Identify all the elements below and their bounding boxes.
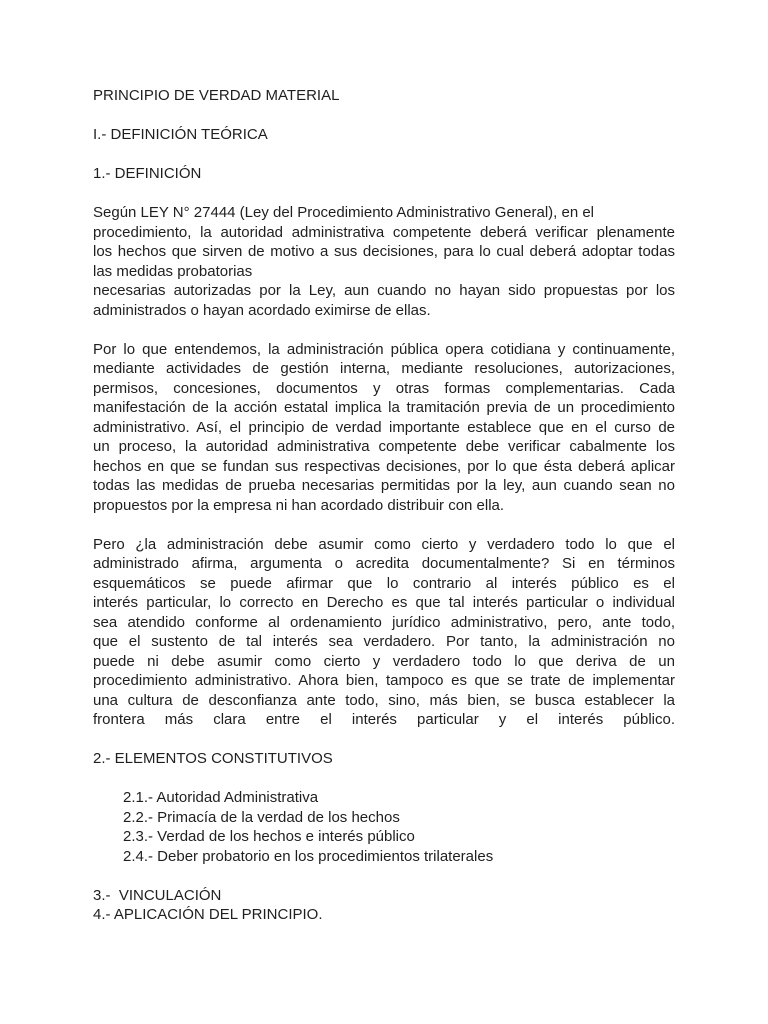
paragraph-line: Pero ¿la administración debe asumir como cierto y verdadero todo lo que el (93, 535, 675, 553)
paragraph-line: todas las medidas de prueba necesarias permitidas por la ley, aun cuando sean no (93, 477, 675, 494)
paragraph-line: administrado afirma, argumenta o acredita documentalmente? Si en términos (93, 555, 675, 572)
paragraph-line: administrativo. Así, el principio de verdad importante establece que en el curso de (93, 418, 675, 436)
paragraph-line: hechos en que se fundan sus respectivas decisiones, por lo que ésta deberá aplicar (93, 457, 675, 475)
paragraph-line: Por lo que entendemos, la administración pública opera cotidiana y continuamente, (93, 340, 675, 358)
paragraph-definicion (93, 203, 675, 320)
paragraph-line: administrados o hayan acordado eximirse de ellas. (93, 301, 431, 319)
paragraph-line: interés particular, lo correcto en Derecho es que tal interés particular o individual (93, 594, 675, 611)
paragraph-line: Según LEY N° 27444 (Ley del Procedimiento Administrativo General), en el (93, 204, 595, 221)
document-title: PRINCIPIO DE VERDAD MATERIAL (93, 87, 340, 104)
paragraph-line: propuestos por la empresa ni han acordado distribuir con ella. (93, 496, 505, 514)
subsection-heading-definicion: 1.- DEFINICIÓN (93, 165, 202, 182)
paragraph-line: sea atendido conforme al ordenamiento jurídico administrativo, pero, ante todo, (93, 613, 675, 631)
paragraph-line: procedimiento administrativo. Ahora bien, tampoco es que se trate de implementar (93, 672, 675, 689)
elements-list (93, 788, 675, 866)
paragraph-line: mediante actividades de gestión interna, mediante resoluciones, autorizaciones, (93, 360, 675, 377)
list-item: 2.1.- Autoridad Administrativa (123, 789, 319, 806)
paragraph-line: una cultura de desconfianza ante todo, sino, más bien, se busca establecer la (93, 691, 675, 709)
subsection-heading-vinculacion: 3.- VINCULACIÓN (93, 886, 222, 904)
paragraph-line: esquemáticos se puede afirmar que lo contrario al interés público es el (93, 574, 675, 592)
paragraph-line: permisos, concesiones, documentos y otras formas complementarias. Cada (93, 379, 675, 397)
paragraph-line: un proceso, la autoridad administrativa competente debe verificar cabalmente los (93, 438, 675, 455)
paragraph-line: manifestación de la acción estatal implica la tramitación previa de un procedimiento (93, 399, 675, 416)
section-heading-definicion-teorica: I.- DEFINICIÓN TEÓRICA (93, 126, 268, 143)
paragraph-line: frontera más clara entre el interés particular y el interés público. (93, 711, 675, 728)
subsection-heading-elementos: 2.- ELEMENTOS CONSTITUTIVOS (93, 750, 333, 767)
paragraph-line: las medidas probatorias (93, 262, 253, 280)
paragraph-line: procedimiento, la autoridad administrativa competente deberá verificar plenamente (93, 223, 675, 241)
paragraph-line: puede ni debe asumir como cierto y verdadero todo lo que deriva de un (93, 652, 675, 670)
paragraph-line: los hechos que sirven de motivo a sus decisiones, para lo cual deberá adoptar todas (93, 243, 675, 260)
paragraph-line: necesarias autorizadas por la Ley, aun cuando no hayan sido propuestas por los (93, 282, 675, 299)
paragraph-interes-publico (93, 535, 675, 730)
document-page (93, 86, 675, 925)
paragraph-line: que el sustento de tal interés sea verdadero. Por tanto, la administración no (93, 633, 675, 650)
list-item: 2.4.- Deber probatorio en los procedimientos trilaterales (123, 847, 494, 865)
list-item: 2.2.- Primacía de la verdad de los hechos (123, 808, 400, 826)
list-item: 2.3.- Verdad de los hechos e interés público (123, 828, 415, 845)
paragraph-administracion-publica (93, 340, 675, 516)
subsection-heading-aplicacion: 4.- APLICACIÓN DEL PRINCIPIO. (93, 906, 323, 923)
